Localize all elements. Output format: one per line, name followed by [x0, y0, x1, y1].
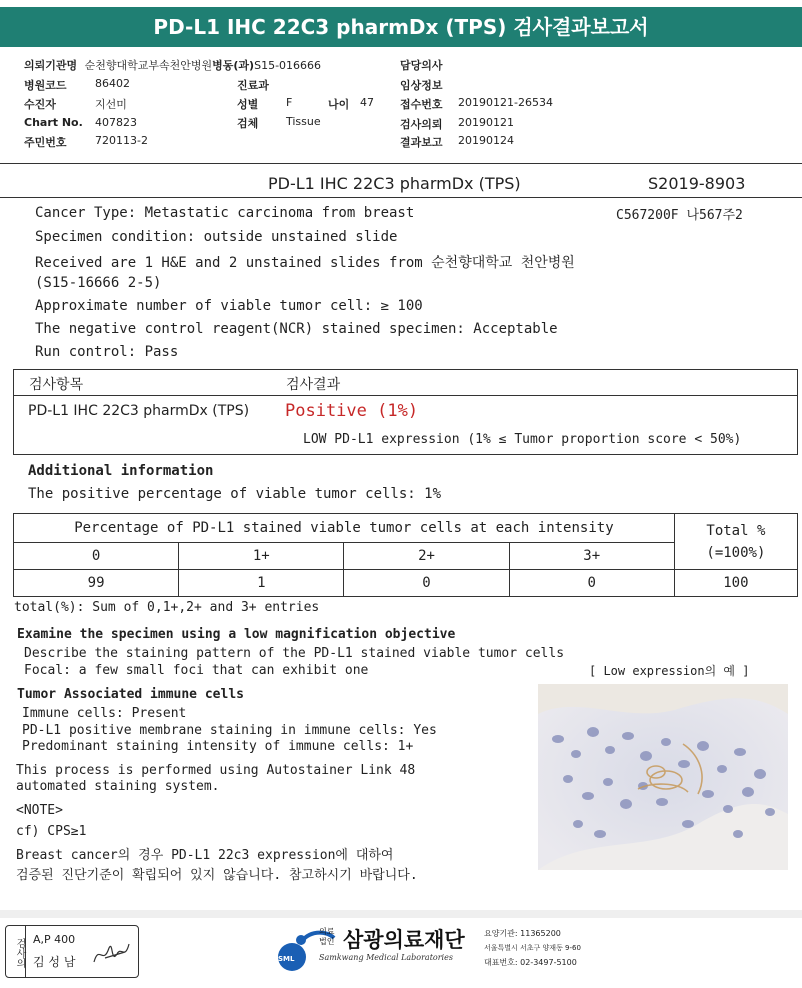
age-value: 47 [360, 96, 374, 109]
brand-name: 삼광의료재단 [343, 928, 465, 952]
report-line-specimen: Specimen condition: outside unstained slide [35, 229, 398, 245]
signature-box [5, 925, 139, 978]
signature-scribble [91, 934, 136, 972]
address: 서울특별시 서초구 양재동 9-60 [484, 944, 581, 952]
sex-value: F [286, 96, 293, 109]
ward-value: S15-016666 [254, 59, 322, 72]
note-line3: 검증된 진단기준이 확립되어 있지 않습니다. 참고하시기 바랍니다. [16, 868, 418, 883]
receipt-no-label: 접수번호 [400, 98, 443, 111]
examine-line2: Focal: a few small foci that can exhibit one [24, 663, 369, 678]
phone: 대표번호: 02-3497-5100 [484, 958, 577, 967]
report-line-ncr: The negative control reagent(NCR) stained specimen: Acceptable [35, 321, 558, 337]
report-date-label: 결과보고 [400, 136, 443, 149]
test-name: PD-L1 IHC 22C3 pharmDx (TPS) [268, 174, 521, 193]
report-date-value: 20190124 [458, 134, 514, 147]
total-header-line1: Total % [706, 522, 766, 539]
intensity-level: 3+ [509, 543, 674, 570]
report-title: PD-L1 IHC 22C3 pharmDx (TPS) 검사결과보고서 [0, 7, 802, 47]
report-line-run-control: Run control: Pass [35, 344, 179, 360]
institution-value: 순천향대학교부속천안병원 [84, 59, 213, 72]
divider [0, 197, 802, 198]
total-header-line2: (=100%) [706, 544, 766, 561]
dept-label: 진료과 [237, 79, 269, 92]
result-expression: LOW PD-L1 expression (1% ≤ Tumor proportion score < 50%) [303, 432, 742, 447]
age-label: 나이 [328, 98, 350, 111]
brand-prefix [319, 927, 334, 947]
report-line-cancer-type: Cancer Type: Metastatic carcinoma from breast [35, 205, 415, 221]
intensity-table-header: Percentage of PD-L1 stained viable tumor cells at each intensity [14, 514, 675, 543]
request-value: 20190121 [458, 116, 514, 129]
result-col2-header: 검사결과 [286, 377, 341, 393]
institution-row [24, 57, 321, 73]
logo-text: SML [278, 955, 295, 963]
micrograph-image [538, 684, 788, 870]
institution-code: 요양기관: 11365200 [484, 929, 561, 938]
hospital-code-label: 병원코드 [24, 79, 67, 92]
additional-text: The positive percentage of viable tumor cells: 1% [28, 486, 442, 502]
examine-heading: Examine the specimen using a low magnification objective [17, 627, 456, 642]
ap-number: A,P 400 [33, 933, 76, 946]
ref-code: C567200F 나567주2 [616, 208, 743, 223]
divider [14, 395, 797, 396]
immune-heading: Tumor Associated immune cells [17, 687, 244, 702]
table-footnote: total(%): Sum of 0,1+,2+ and 3+ entries [14, 600, 320, 615]
request-label: 검사의뢰 [400, 118, 443, 131]
report-line-received: Received are 1 H&E and 2 unstained slides from 순천향대학교 천안병원 [35, 255, 575, 271]
report-code: S2019-8903 [648, 174, 746, 193]
intensity-table [13, 513, 798, 597]
chart-label: Chart No. [24, 116, 83, 129]
intensity-value: 0 [344, 570, 509, 597]
process-line2: automated staining system. [16, 779, 220, 794]
brand-english: Samkwang Medical Laboratories [319, 953, 453, 962]
result-positive: Positive (1%) [285, 401, 419, 421]
result-item: PD-L1 IHC 22C3 pharmDx (TPS) [28, 403, 250, 419]
examine-line1: Describe the staining pattern of the PD-L1 stained viable tumor cells [24, 646, 565, 661]
divider [0, 163, 802, 164]
report-line-case-no: (S15-16666 2-5) [35, 275, 162, 291]
specimen-value: Tissue [286, 115, 321, 128]
brand-small-2: 법인 [319, 937, 335, 946]
result-col1-header: 검사항목 [29, 377, 84, 393]
report-line-viable-cells: Approximate number of viable tumor cell: ≥ 100 [35, 298, 423, 314]
brand-small-1: 의료 [319, 927, 335, 936]
immune-line3: Predominant staining intensity of immune cells: 1+ [22, 739, 414, 754]
image-caption: [ Low expression의 예 ] [589, 664, 750, 678]
additional-heading: Additional information [28, 463, 214, 479]
total-header [674, 514, 797, 570]
ward-label: 병동(과) [212, 59, 255, 72]
footer-divider [0, 910, 802, 918]
immune-line1: Immune cells: Present [22, 706, 187, 721]
resident-label: 주민번호 [24, 136, 67, 149]
patient-value: 지선미 [95, 98, 127, 111]
institution-label: 의뢰기관명 [24, 59, 78, 72]
note-line2: Breast cancer의 경우 PD-L1 22c3 expression에 대하여 [16, 848, 394, 863]
result-box [13, 369, 798, 455]
specimen-label: 검체 [237, 117, 259, 130]
intensity-level: 2+ [344, 543, 509, 570]
process-line1: This process is performed using Autostainer Link 48 [16, 763, 416, 778]
clinical-info-label: 임상정보 [400, 79, 443, 92]
intensity-value: 0 [509, 570, 674, 597]
patient-label: 수진자 [24, 98, 56, 111]
immune-line2: PD-L1 positive membrane staining in immune cells: Yes [22, 723, 437, 738]
chart-value: 407823 [95, 116, 137, 129]
intensity-value: 1 [179, 570, 344, 597]
total-value: 100 [674, 570, 797, 597]
intensity-level: 1+ [179, 543, 344, 570]
doctor-name: 김 성 남 [33, 955, 76, 969]
sex-label: 성별 [237, 98, 259, 111]
receipt-no-value: 20190121-26534 [458, 96, 553, 109]
note-line1: cf) CPS≥1 [16, 824, 87, 839]
hospital-code-value: 86402 [95, 77, 130, 90]
note-heading: <NOTE> [16, 803, 63, 818]
resident-value: 720113-2 [95, 134, 148, 147]
doctor-label: 담당의사 [400, 59, 443, 72]
stamp-label: 검사의 [6, 926, 26, 977]
intensity-level: 0 [14, 543, 179, 570]
intensity-value: 99 [14, 570, 179, 597]
